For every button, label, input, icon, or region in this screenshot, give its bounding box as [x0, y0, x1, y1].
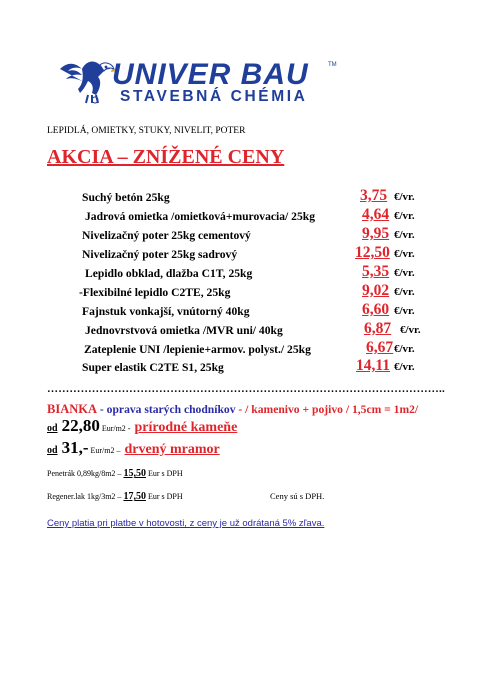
list-item: [0, 244, 480, 263]
vat-note: Ceny sú s DPH.: [270, 491, 325, 501]
price-unit: €/vr.: [394, 248, 415, 260]
offer-price: 31,-: [61, 438, 89, 457]
bianka-name: BIANKA: [47, 402, 98, 416]
product-price: 14,11: [356, 357, 391, 374]
price-unit: €/vr.: [394, 210, 415, 222]
product-price: 9,02: [362, 282, 390, 299]
bianka-offer-stone: [47, 416, 237, 436]
offer-unit: Eur/m2 –: [88, 446, 121, 455]
product-name: Zateplenie UNI /lepienie+armov. polyst./ 25kg: [84, 343, 311, 356]
list-item: [0, 187, 480, 206]
product-price: 6,87: [364, 320, 392, 337]
offer-price: 22,80: [61, 416, 100, 435]
penetrak-suffix: Eur s DPH: [145, 469, 183, 478]
product-price: 5,35: [362, 263, 390, 280]
eagle-logo-icon: [58, 55, 116, 105]
regener-suffix: Eur s DPH: [145, 492, 183, 501]
price-unit: €/vr.: [394, 191, 415, 203]
offer-unit: Eur/m2 -: [99, 424, 131, 433]
bianka-description: - oprava starých chodníkov: [97, 403, 236, 416]
product-price: 6,67: [366, 339, 394, 356]
page-title: AKCIA – ZNÍŽENÉ CENY: [47, 146, 285, 168]
list-item: [0, 301, 480, 320]
brand-tagline: STAVEBNÁ CHÉMIA: [120, 88, 308, 105]
product-name: Jednovrstvová omietka /MVR uni/ 40kg: [85, 324, 283, 337]
trademark-mark: TM: [328, 62, 337, 68]
brand-name: UNIVER BAU: [112, 58, 309, 91]
price-unit: €/vr.: [394, 305, 415, 317]
list-item: [0, 263, 480, 282]
price-unit: €/vr.: [400, 324, 421, 336]
regener-price: 17,50: [123, 491, 146, 502]
list-item: [0, 339, 480, 358]
product-name: Nivelizačný poter 25kg cementový: [82, 229, 251, 242]
regener-line: [47, 491, 183, 502]
product-name: Suchý betón 25kg: [82, 191, 170, 204]
list-item: [0, 282, 480, 301]
product-name: -Flexibilné lepidlo C2TE, 25kg: [79, 286, 231, 299]
bianka-heading: [47, 402, 418, 417]
bianka-offer-marble: [47, 438, 220, 458]
price-unit: €/vr.: [394, 361, 415, 373]
product-name: Lepidlo obklad, dlažba C1T, 25kg: [85, 267, 253, 280]
dotted-separator: ……………………………………………………………………………………………..: [47, 383, 445, 395]
penetrak-line: [47, 468, 183, 479]
product-name: Jadrová omietka /omietková+murovacia/ 25kg: [85, 210, 315, 223]
payment-note: Ceny platia pri platbe v hotovosti, z ceny je už odrátaná 5% zľava.: [47, 518, 325, 529]
regener-label: Regener.lak 1kg/3m2 –: [47, 492, 124, 501]
offer-product: drvený mramor: [124, 442, 220, 457]
product-name: Nivelizačný poter 25kg sadrový: [82, 248, 238, 261]
price-unit: €/vr.: [394, 229, 415, 241]
offer-product: prírodné kameňe: [134, 420, 238, 435]
price-unit: €/vr.: [394, 267, 415, 279]
product-price: 6,60: [362, 301, 390, 318]
product-price: 12,50: [355, 244, 390, 261]
categories-line: LEPIDLÁ, OMIETKY, STUKY, NIVELIT, POTER: [47, 126, 246, 136]
product-name: Fajnstuk vonkajší, vnútorný 40kg: [82, 305, 250, 318]
list-item: [0, 320, 480, 339]
offer-from-label: od: [47, 445, 58, 456]
product-name: Super elastik C2TE S1, 25kg: [82, 361, 224, 374]
list-item: [0, 357, 480, 376]
offer-from-label: od: [47, 423, 58, 434]
product-price: 3,75: [360, 187, 388, 204]
penetrak-price: 15,50: [123, 468, 146, 479]
price-unit: €/vr.: [394, 286, 415, 298]
list-item: [0, 225, 480, 244]
price-unit: €/vr.: [394, 343, 415, 355]
penetrak-label: Penetrák 0,89kg/8m2 –: [47, 469, 124, 478]
bianka-mix: - / kamenivo + pojivo / 1,5cm = 1m2/: [235, 403, 419, 416]
product-price: 4,64: [362, 206, 390, 223]
list-item: [0, 206, 480, 225]
product-price: 9,95: [362, 225, 390, 242]
